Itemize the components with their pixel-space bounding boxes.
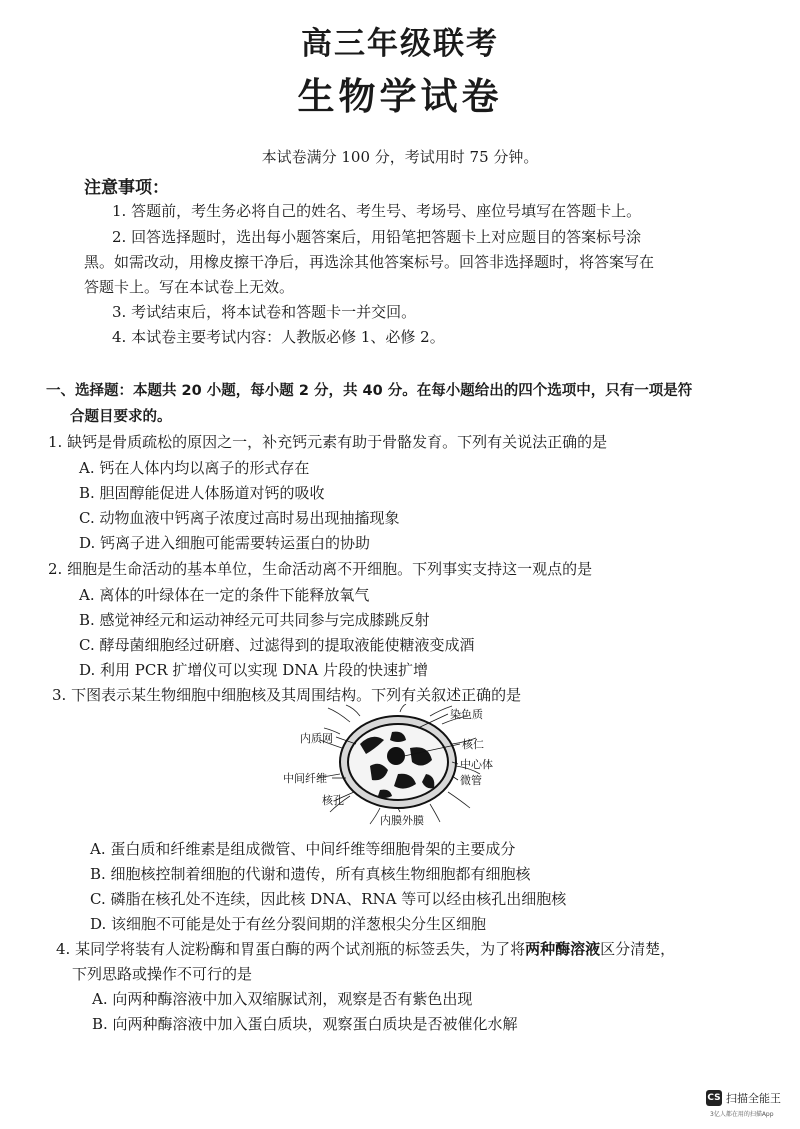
question-stem: 1. 缺钙是骨质疏松的原因之一，补充钙元素有助于骨骼发育。下列有关说法正确的是 [48, 433, 608, 451]
section-heading: 一、选择题：本题共 20 小题，每小题 2 分，共 40 分。在每小题给出的四个选项中，只有一项是符 [46, 383, 693, 399]
label-microtubule: 微管 [460, 774, 482, 787]
question-option: D. 该细胞不可能是处于有丝分裂间期的洋葱根尖分生区细胞 [90, 915, 487, 933]
question-option: C. 动物血液中钙离子浓度过高时易出现抽搐现象 [79, 509, 400, 527]
question-stem [56, 938, 675, 959]
question-option: A. 离体的叶绿体在一定的条件下能释放氧气 [79, 586, 370, 604]
watermark-tagline: 3亿人都在用的扫描App [710, 1111, 774, 1118]
scanner-watermark [706, 1088, 796, 1124]
question-option: A. 向两种酶溶液中加入双缩脲试剂，观察是否有紫色出现 [92, 990, 473, 1008]
question-option: B. 感觉神经元和运动神经元可共同参与完成膝跳反射 [79, 611, 430, 629]
section-heading-cont: 合题目要求的。 [70, 409, 172, 425]
notice-line: 3. 考试结束后，将本试卷和答题卡一并交回。 [112, 303, 417, 321]
question-option: C. 磷脂在核孔处不连续，因此核 DNA、RNA 等可以经由核孔出细胞核 [90, 890, 567, 908]
notice-line: 4. 本试卷主要考试内容：人教版必修 1、必修 2。 [112, 328, 445, 346]
label-er: 内质网 [300, 732, 333, 745]
question-option: D. 利用 PCR 扩增仪可以实现 DNA 片段的快速扩增 [79, 661, 428, 679]
cs-logo-icon: CS [706, 1090, 722, 1106]
nucleolus [387, 747, 405, 765]
nucleus-diagram [280, 704, 525, 826]
question-stem-cont: 下列思路或操作不可行的是 [72, 965, 253, 983]
notice-line: 黑。如需改动，用橡皮擦干净后，再选涂其他答案标号。回答非选择题时，将答案写在 [84, 253, 655, 271]
stem-text: 4. 某同学将装有人淀粉酶和胃蛋白酶的两个试剂瓶的标签丢失，为了将 [56, 940, 526, 958]
stem-emphasis: 两种酶溶液 [525, 940, 601, 958]
label-centrosome: 中心体 [460, 758, 493, 771]
notice-heading: 注意事项： [84, 178, 169, 198]
subject-title: 生物学试卷 [297, 75, 503, 118]
label-chromatin: 染色质 [450, 708, 483, 721]
label-membranes: 内膜外膜 [380, 814, 424, 826]
label-nuclear-pore: 核孔 [322, 794, 344, 807]
question-option: B. 胆固醇能促进人体肠道对钙的吸收 [79, 484, 325, 502]
question-stem: 3. 下图表示某生物细胞中细胞核及其周围结构。下列有关叙述正确的是 [52, 686, 522, 704]
notice-line: 答题卡上。写在本试卷上无效。 [84, 278, 295, 296]
notice-line: 1. 答题前，考生务必将自己的姓名、考生号、考场号、座位号填写在答题卡上。 [112, 202, 642, 220]
question-option: B. 细胞核控制着细胞的代谢和遗传，所有真核生物细胞都有细胞核 [90, 865, 531, 883]
question-stem: 2. 细胞是生命活动的基本单位，生命活动离不开细胞。下列事实支持这一观点的是 [48, 560, 593, 578]
question-option: A. 蛋白质和纤维素是组成微管、中间纤维等细胞骨架的主要成分 [90, 840, 516, 858]
exam-title: 高三年级联考 [301, 26, 499, 62]
label-intermediate-filament: 中间纤维 [283, 772, 327, 785]
question-option: A. 钙在人体内均以离子的形式存在 [79, 459, 310, 477]
stem-text-end: 区分清楚， [600, 940, 676, 958]
question-option: B. 向两种酶溶液中加入蛋白质块，观察蛋白质块是否被催化水解 [92, 1015, 518, 1033]
watermark-name: 扫描全能王 [726, 1092, 781, 1105]
notice-line: 2. 回答选择题时，选出每小题答案后，用铅笔把答题卡上对应题目的答案标号涂 [112, 228, 642, 246]
question-option: D. 钙离子进入细胞可能需要转运蛋白的协助 [79, 534, 371, 552]
exam-info: 本试卷满分 100 分，考试用时 75 分钟。 [261, 148, 539, 166]
question-option: C. 酵母菌细胞经过研磨、过滤得到的提取液能使糖液变成酒 [79, 636, 475, 654]
label-nucleolus: 核仁 [462, 738, 484, 751]
